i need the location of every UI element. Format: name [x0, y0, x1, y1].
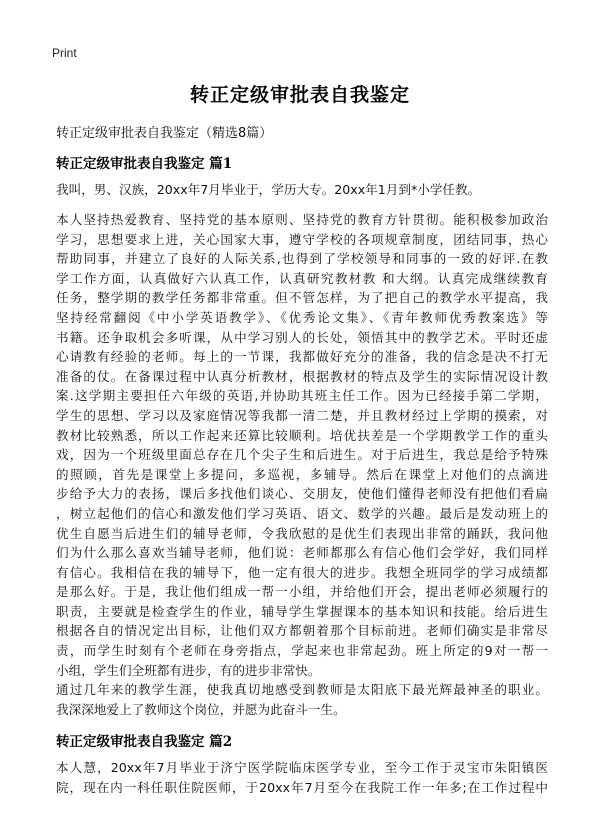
text-line: 是那么好。于是，我让他们组成一帮一小组，并给他们开会，提出老师必须履行的 [56, 584, 548, 600]
section-heading-1: 转正定级审批表自我鉴定 篇1 [56, 156, 233, 172]
text-line: 通过几年来的教学生涯，使我真切地感受到教师是太阳底下最光辉最神圣的职业。 [56, 682, 548, 697]
section-heading-2: 转正定级审批表自我鉴定 篇2 [56, 734, 233, 750]
text-line: 任务，整学期的教学任务都非常重。但不管怎样，为了把自己的教学水平提高，我 [56, 290, 548, 306]
section-2-paragraph-1 [56, 758, 548, 797]
text-line: ，树立起他们的信心和激发他们学习英语、语文、数学的兴趣。最后是发动班上的 [56, 505, 548, 521]
text-line: 小组，学生们全班都有进步，有的进步非常快。 [56, 662, 321, 678]
text-line: 帮助同事，并建立了良好的人际关系,也得到了学校领导和同事的一致的好评.在教 [56, 251, 548, 267]
text-line: 根据各自的情况定出目标，让他们双方都朝着那个目标前进。老师们确实是非常尽 [56, 623, 548, 639]
text-line: 本人慧，20xx年7月毕业于济宁医学院临床医学专业，至今工作于灵宝市朱阳镇医 [56, 760, 548, 775]
section-1-paragraph-3 [56, 680, 548, 719]
document-title: 转正定级审批表自我鉴定 [189, 84, 410, 106]
text-line: 学生的思想、学习以及家庭情况等我都一清二楚，并且教材经过上学期的摸索，对 [56, 407, 548, 423]
text-line: 心请教有经验的老师。每上的一节课，我都做好充分的准备，我的信念是决不打无 [56, 349, 548, 365]
text-line: 院，现在内一科任职住院医师，于20xx年7月至今在我院工作一年多;在工作过程中 [56, 779, 548, 795]
text-line: 书籍。还争取机会多听课，从中学习别人的长处，领悟其中的教学艺术。平时还虚 [56, 329, 548, 345]
text-line: 教材比较熟悉，所以工作起来还算比较顺利。培优扶差是一个学期教学工作的重头 [56, 427, 548, 443]
text-line: 学工作方面，认真做好六认真工作，认真研究教材教 和大纲。认真完成继续教育 [56, 270, 548, 286]
text-line: 坚持经常翻阅《中小学英语教学》、《优秀论文集》、《青年教师优秀教案选》等 [56, 309, 548, 325]
text-line: 职责，主要就是检查学生的作业，辅导学生掌握课本的基本知识和技能。给后进生 [56, 603, 548, 619]
text-line: 本人坚持热爱教育、坚持党的基本原则、坚持党的教育方针贯彻。能积极参加政治 [56, 212, 548, 227]
text-line: 学习，思想要求上进，关心国家大事，遵守学校的各项规章制度，团结同事，热心 [56, 231, 548, 247]
text-line: 的照顾，首先是课堂上多提问，多巡视，多辅导。然后在课堂上对他们的点滴进 [56, 466, 548, 482]
section-1-paragraph-1 [56, 180, 548, 200]
text-line: 步给予大力的表扬，课后多找他们谈心、交朋友，使他们懂得老师没有把他们看扁 [56, 486, 548, 502]
text-line: 准备的仗。在备课过程中认真分析教材，根据教材的特点及学生的实际情况设计教 [56, 368, 548, 384]
text-line: 优生自愿当后进生们的辅导老师，令我欣慰的是优生们表现出非常的踊跃，我问他 [56, 525, 548, 541]
document-subtitle: 转正定级审批表自我鉴定（精选8篇） [56, 126, 273, 141]
text-line: 戏，因为一个班级里面总存在几个尖子生和后进生。对于后进生，我总是给予特殊 [56, 447, 548, 463]
text-line: 有信心。我相信在我的辅导下，他一定有很大的进步。我想全班同学的学习成绩都 [56, 564, 548, 580]
text-line: 我叫，男、汉族，20xx年7月毕业于，学历大专。20xx年1月到*小学任教。 [56, 182, 481, 197]
section-1-paragraph-2 [56, 210, 548, 680]
text-line: 责，而学生时刻有个老师在身旁指点，学起来也非常起劲。班上所定的9对一帮一 [56, 643, 548, 659]
text-line: 们为什么那么喜欢当辅导老师，他们说：老师都那么有信心他们会学好，我们同样 [56, 545, 548, 561]
text-line: 案.这学期主要担任六年级的英语,并协助其班主任工作。因为已经接手第二学期， [56, 388, 548, 404]
print-link[interactable]: Print [52, 46, 77, 60]
text-line: 我深深地爱上了教师这个岗位，并愿为此奋斗一生。 [56, 701, 346, 717]
